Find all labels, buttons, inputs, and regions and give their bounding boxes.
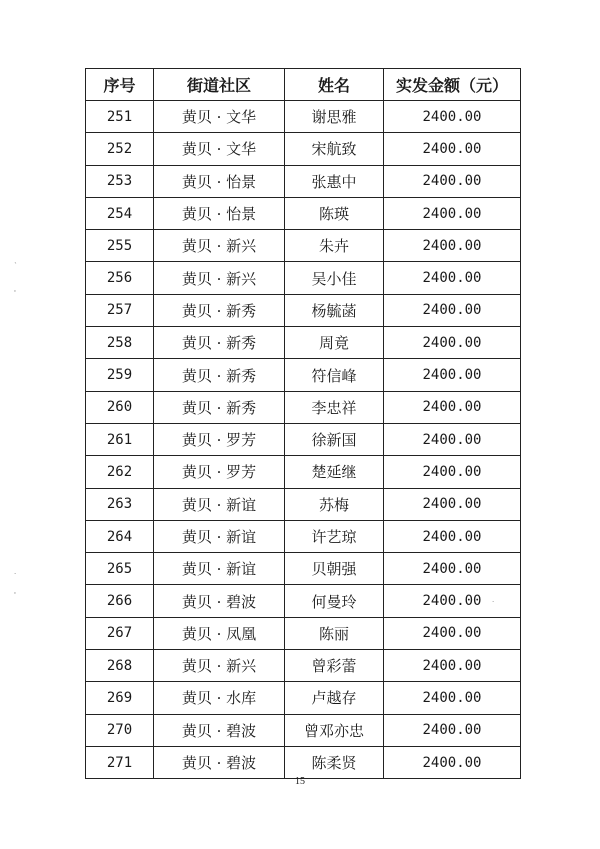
- cell-name: 曾邓亦忠: [285, 714, 384, 746]
- cell-serial-number: 256: [86, 262, 154, 294]
- cell-serial-number: 252: [86, 133, 154, 165]
- cell-serial-number: 261: [86, 423, 154, 455]
- table-row: [86, 165, 521, 197]
- cell-serial-number: 263: [86, 488, 154, 520]
- cell-amount: 2400.00: [384, 133, 521, 165]
- cell-name: 符信峰: [285, 359, 384, 391]
- cell-name: 许艺琼: [285, 520, 384, 552]
- cell-street-community: 黄贝 · 新秀: [154, 359, 285, 391]
- cell-street-community: 黄贝 · 新兴: [154, 230, 285, 262]
- cell-street-community: 黄贝 · 文华: [154, 101, 285, 133]
- table-row: [86, 650, 521, 682]
- cell-street-community: 黄贝 · 怡景: [154, 165, 285, 197]
- cell-name: 周竟: [285, 327, 384, 359]
- cell-name: 苏梅: [285, 488, 384, 520]
- table-row: [86, 488, 521, 520]
- cell-amount: 2400.00: [384, 197, 521, 229]
- table-row: [86, 230, 521, 262]
- table-row: [86, 682, 521, 714]
- cell-street-community: 黄贝 · 碧波: [154, 714, 285, 746]
- cell-amount: 2400.00: [384, 488, 521, 520]
- header-row: [86, 69, 521, 101]
- cell-serial-number: 267: [86, 617, 154, 649]
- cell-name: 吴小佳: [285, 262, 384, 294]
- cell-amount: 2400.00: [384, 391, 521, 423]
- cell-street-community: 黄贝 · 文华: [154, 133, 285, 165]
- cell-street-community: 黄贝 · 罗芳: [154, 456, 285, 488]
- table-row: [86, 714, 521, 746]
- cell-amount: 2400.00: [384, 553, 521, 585]
- cell-street-community: 黄贝 · 碧波: [154, 585, 285, 617]
- table-body: [86, 101, 521, 779]
- cell-serial-number: 254: [86, 197, 154, 229]
- scan-mark: ·: [492, 598, 495, 606]
- payment-table: [85, 68, 521, 779]
- table-row: [86, 197, 521, 229]
- scan-mark: ': [14, 289, 16, 297]
- cell-amount: 2400.00: [384, 714, 521, 746]
- table-row: [86, 262, 521, 294]
- cell-amount: 2400.00: [384, 165, 521, 197]
- cell-amount: 2400.00: [384, 230, 521, 262]
- cell-serial-number: 251: [86, 101, 154, 133]
- table-row: [86, 520, 521, 552]
- cell-serial-number: 262: [86, 456, 154, 488]
- cell-street-community: 黄贝 · 新谊: [154, 520, 285, 552]
- cell-amount: 2400.00: [384, 617, 521, 649]
- cell-serial-number: 259: [86, 359, 154, 391]
- cell-name: 杨毓菡: [285, 294, 384, 326]
- table-row: [86, 327, 521, 359]
- cell-street-community: 黄贝 · 新兴: [154, 262, 285, 294]
- cell-name: 曾彩蕾: [285, 650, 384, 682]
- cell-street-community: 黄贝 · 罗芳: [154, 423, 285, 455]
- cell-name: 朱卉: [285, 230, 384, 262]
- cell-amount: 2400.00: [384, 682, 521, 714]
- cell-serial-number: 268: [86, 650, 154, 682]
- cell-amount: 2400.00: [384, 456, 521, 488]
- cell-serial-number: 253: [86, 165, 154, 197]
- cell-name: 张惠中: [285, 165, 384, 197]
- cell-street-community: 黄贝 · 新秀: [154, 391, 285, 423]
- cell-amount: 2400.00: [384, 359, 521, 391]
- cell-amount: 2400.00: [384, 650, 521, 682]
- cell-name: 贝朝强: [285, 553, 384, 585]
- cell-amount: 2400.00: [384, 294, 521, 326]
- cell-street-community: 黄贝 · 新兴: [154, 650, 285, 682]
- cell-amount: 2400.00: [384, 101, 521, 133]
- table-row: [86, 101, 521, 133]
- cell-street-community: 黄贝 · 凤凰: [154, 617, 285, 649]
- table-header: [86, 69, 521, 101]
- cell-amount: 2400.00: [384, 423, 521, 455]
- cell-street-community: 黄贝 · 新秀: [154, 294, 285, 326]
- header-serial-number: 序号: [86, 69, 154, 101]
- cell-name: 宋航致: [285, 133, 384, 165]
- table-row: [86, 359, 521, 391]
- cell-amount: 2400.00: [384, 520, 521, 552]
- table-row: [86, 585, 521, 617]
- table-row: [86, 391, 521, 423]
- cell-serial-number: 264: [86, 520, 154, 552]
- table-row: [86, 294, 521, 326]
- cell-name: 楚延继: [285, 456, 384, 488]
- header-name: 姓名: [285, 69, 384, 101]
- table-row: [86, 423, 521, 455]
- cell-street-community: 黄贝 · 新秀: [154, 327, 285, 359]
- table-row: [86, 133, 521, 165]
- table-row: [86, 553, 521, 585]
- cell-amount: 2400.00: [384, 327, 521, 359]
- cell-serial-number: 255: [86, 230, 154, 262]
- cell-street-community: 黄贝 · 怡景: [154, 197, 285, 229]
- cell-street-community: 黄贝 · 新谊: [154, 553, 285, 585]
- table-row: [86, 456, 521, 488]
- cell-serial-number: 271: [86, 746, 154, 778]
- cell-street-community: 黄贝 · 新谊: [154, 488, 285, 520]
- cell-serial-number: 258: [86, 327, 154, 359]
- cell-serial-number: 265: [86, 553, 154, 585]
- cell-name: 何曼玲: [285, 585, 384, 617]
- cell-street-community: 黄贝 · 水库: [154, 682, 285, 714]
- cell-amount: 2400.00: [384, 746, 521, 778]
- cell-serial-number: 269: [86, 682, 154, 714]
- scan-mark: .: [14, 568, 17, 576]
- cell-street-community: 黄贝 · 碧波: [154, 746, 285, 778]
- header-street-community: 街道社区: [154, 69, 285, 101]
- cell-serial-number: 257: [86, 294, 154, 326]
- cell-serial-number: 266: [86, 585, 154, 617]
- cell-name: 徐新国: [285, 423, 384, 455]
- cell-amount: 2400.00: [384, 585, 521, 617]
- cell-name: 陈丽: [285, 617, 384, 649]
- cell-amount: 2400.00: [384, 262, 521, 294]
- cell-name: 李忠祥: [285, 391, 384, 423]
- cell-name: 陈瑛: [285, 197, 384, 229]
- page-number: 15: [295, 776, 305, 787]
- table-row: [86, 617, 521, 649]
- scan-mark: `: [14, 262, 18, 270]
- cell-name: 谢思雅: [285, 101, 384, 133]
- cell-serial-number: 270: [86, 714, 154, 746]
- header-amount: 实发金额（元）: [384, 69, 521, 101]
- table-row: [86, 746, 521, 778]
- cell-name: 陈柔贤: [285, 746, 384, 778]
- scan-mark: ': [14, 591, 16, 599]
- cell-serial-number: 260: [86, 391, 154, 423]
- cell-name: 卢越存: [285, 682, 384, 714]
